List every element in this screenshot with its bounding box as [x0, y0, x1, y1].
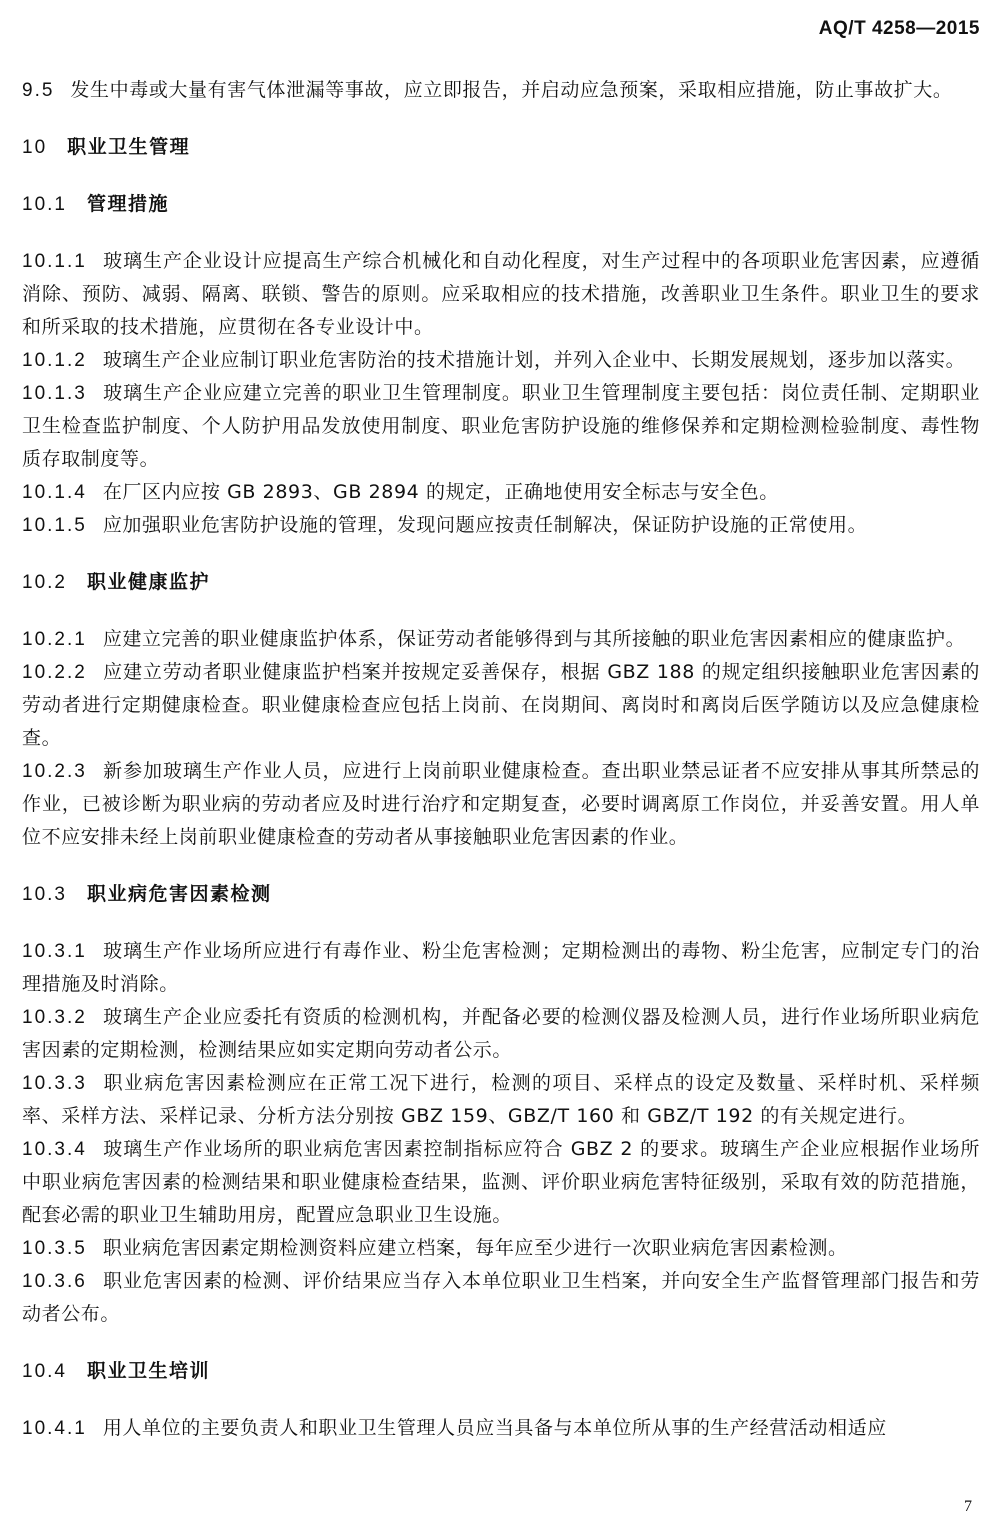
clause-number: 10.3.6 — [22, 1271, 87, 1292]
section-heading-10 — [22, 131, 980, 164]
clause-10-3-6 — [22, 1265, 980, 1331]
document-body — [22, 74, 980, 1445]
section-title: 职业卫生管理 — [67, 136, 191, 158]
clause-number: 10.1.4 — [22, 482, 87, 503]
section-number: 10 — [22, 137, 48, 158]
clause-number: 10.1.5 — [22, 515, 87, 536]
clause-10-1-4 — [22, 476, 980, 509]
clause-10-3-5 — [22, 1232, 980, 1265]
clause-number: 10.4.1 — [22, 1418, 87, 1439]
clause-number: 10.2.3 — [22, 761, 87, 782]
clause-text: 新参加玻璃生产作业人员，应进行上岗前职业健康检查。查出职业禁忌证者不应安排从事其所禁忌的作业，已被诊断为职业病的劳动者应及时进行治疗和定期复查，必要时调离原工作岗位，并妥善安置。用人单位不应安排未经上岗前职业健康检查的劳动者从事接触职业危害因素的作业。 — [22, 760, 980, 848]
clause-10-2-2 — [22, 656, 980, 755]
clause-10-3-2 — [22, 1001, 980, 1067]
clause-text: 应加强职业危害防护设施的管理，发现问题应按责任制解决，保证防护设施的正常使用。 — [102, 514, 868, 536]
clause-text: 用人单位的主要负责人和职业卫生管理人员应当具备与本单位所从事的生产经营活动相适应 — [102, 1417, 887, 1439]
section-title: 管理措施 — [86, 193, 169, 215]
clause-10-3-1 — [22, 935, 980, 1001]
section-number: 10.1 — [22, 194, 67, 215]
clause-number: 10.3.1 — [22, 941, 87, 962]
clause-text: 应建立完善的职业健康监护体系，保证劳动者能够得到与其所接触的职业危害因素相应的健康监护。 — [102, 628, 966, 650]
clause-number: 10.1.3 — [22, 383, 87, 404]
clause-text: 发生中毒或大量有害气体泄漏等事故，应立即报告，并启动应急预案，采取相应措施，防止事故扩大。 — [70, 79, 953, 101]
clause-number: 10.1.2 — [22, 350, 87, 371]
subsection-heading-10-4 — [22, 1355, 980, 1388]
subsection-heading-10-3 — [22, 878, 980, 911]
clause-number: 10.2.2 — [22, 662, 87, 683]
clause-10-1-1 — [22, 245, 980, 344]
section-number: 10.2 — [22, 572, 67, 593]
section-number: 10.3 — [22, 884, 67, 905]
clause-text: 应建立劳动者职业健康监护档案并按规定妥善保存，根据 GBZ 188 的规定组织接触职业危害因素的劳动者进行定期健康检查。职业健康检查应包括上岗前、在岗期间、离岗时和离岗后医学随访以及应急健康检查。 — [22, 661, 980, 749]
clause-10-1-2 — [22, 344, 980, 377]
clause-10-2-3 — [22, 755, 980, 854]
clause-text: 职业病危害因素检测应在正常工况下进行，检测的项目、采样点的设定及数量、采样时机、采样频率、采样方法、采样记录、分析方法分别按 GBZ 159、GBZ/T 160 和 GBZ/T 192 的有关规定进行。 — [22, 1072, 980, 1127]
clause-text: 玻璃生产企业应委托有资质的检测机构，并配备必要的检测仪器及检测人员，进行作业场所职业病危害因素的定期检测，检测结果应如实定期向劳动者公示。 — [22, 1006, 980, 1061]
clause-10-3-3 — [22, 1067, 980, 1133]
clause-text: 玻璃生产作业场所的职业病危害因素控制指标应符合 GBZ 2 的要求。玻璃生产企业应根据作业场所中职业病危害因素的检测结果和职业健康检查结果，监测、评价职业病危害特征级别，采取有效的防范措施，配套必需的职业卫生辅助用房，配置应急职业卫生设施。 — [22, 1138, 980, 1226]
clause-10-1-3 — [22, 377, 980, 476]
clause-text: 玻璃生产企业设计应提高生产综合机械化和自动化程度，对生产过程中的各项职业危害因素，应遵循消除、预防、减弱、隔离、联锁、警告的原则。应采取相应的技术措施，改善职业卫生条件。职业卫生的要求和所采取的技术措施，应贯彻在各专业设计中。 — [22, 250, 980, 338]
clause-text: 玻璃生产企业应建立完善的职业卫生管理制度。职业卫生管理制度主要包括：岗位责任制、定期职业卫生检查监护制度、个人防护用品发放使用制度、职业危害防护设施的维修保养和定期检测检验制度、毒性物质存取制度等。 — [22, 382, 980, 470]
clause-number: 10.3.4 — [22, 1139, 87, 1160]
clause-number: 10.3.2 — [22, 1007, 87, 1028]
clause-text: 玻璃生产作业场所应进行有毒作业、粉尘危害检测；定期检测出的毒物、粉尘危害，应制定专门的治理措施及时消除。 — [22, 940, 980, 995]
subsection-heading-10-2 — [22, 566, 980, 599]
section-title: 职业健康监护 — [86, 571, 210, 593]
subsection-heading-10-1 — [22, 188, 980, 221]
document-code: AQ/T 4258—2015 — [818, 18, 980, 39]
clause-number: 10.3.3 — [22, 1073, 87, 1094]
clause-number: 10.2.1 — [22, 629, 87, 650]
clause-number: 9.5 — [22, 80, 55, 101]
clause-text: 职业病危害因素定期检测资料应建立档案，每年应至少进行一次职业病危害因素检测。 — [102, 1237, 848, 1259]
clause-10-4-1 — [22, 1412, 980, 1445]
clause-text: 玻璃生产企业应制订职业危害防治的技术措施计划，并列入企业中、长期发展规划，逐步加以落实。 — [102, 349, 966, 371]
page-number: 7 — [964, 1498, 972, 1515]
clause-10-2-1 — [22, 623, 980, 656]
clause-10-1-5 — [22, 509, 980, 542]
clause-text: 在厂区内应按 GB 2893、GB 2894 的规定，正确地使用安全标志与安全色。 — [102, 481, 779, 503]
clause-text: 职业危害因素的检测、评价结果应当存入本单位职业卫生档案，并向安全生产监督管理部门报告和劳动者公布。 — [22, 1270, 980, 1325]
section-title: 职业卫生培训 — [86, 1360, 210, 1382]
clause-number: 10.3.5 — [22, 1238, 87, 1259]
clause-9-5 — [22, 74, 980, 107]
clause-10-3-4 — [22, 1133, 980, 1232]
section-number: 10.4 — [22, 1361, 67, 1382]
section-title: 职业病危害因素检测 — [86, 883, 272, 905]
clause-number: 10.1.1 — [22, 251, 87, 272]
